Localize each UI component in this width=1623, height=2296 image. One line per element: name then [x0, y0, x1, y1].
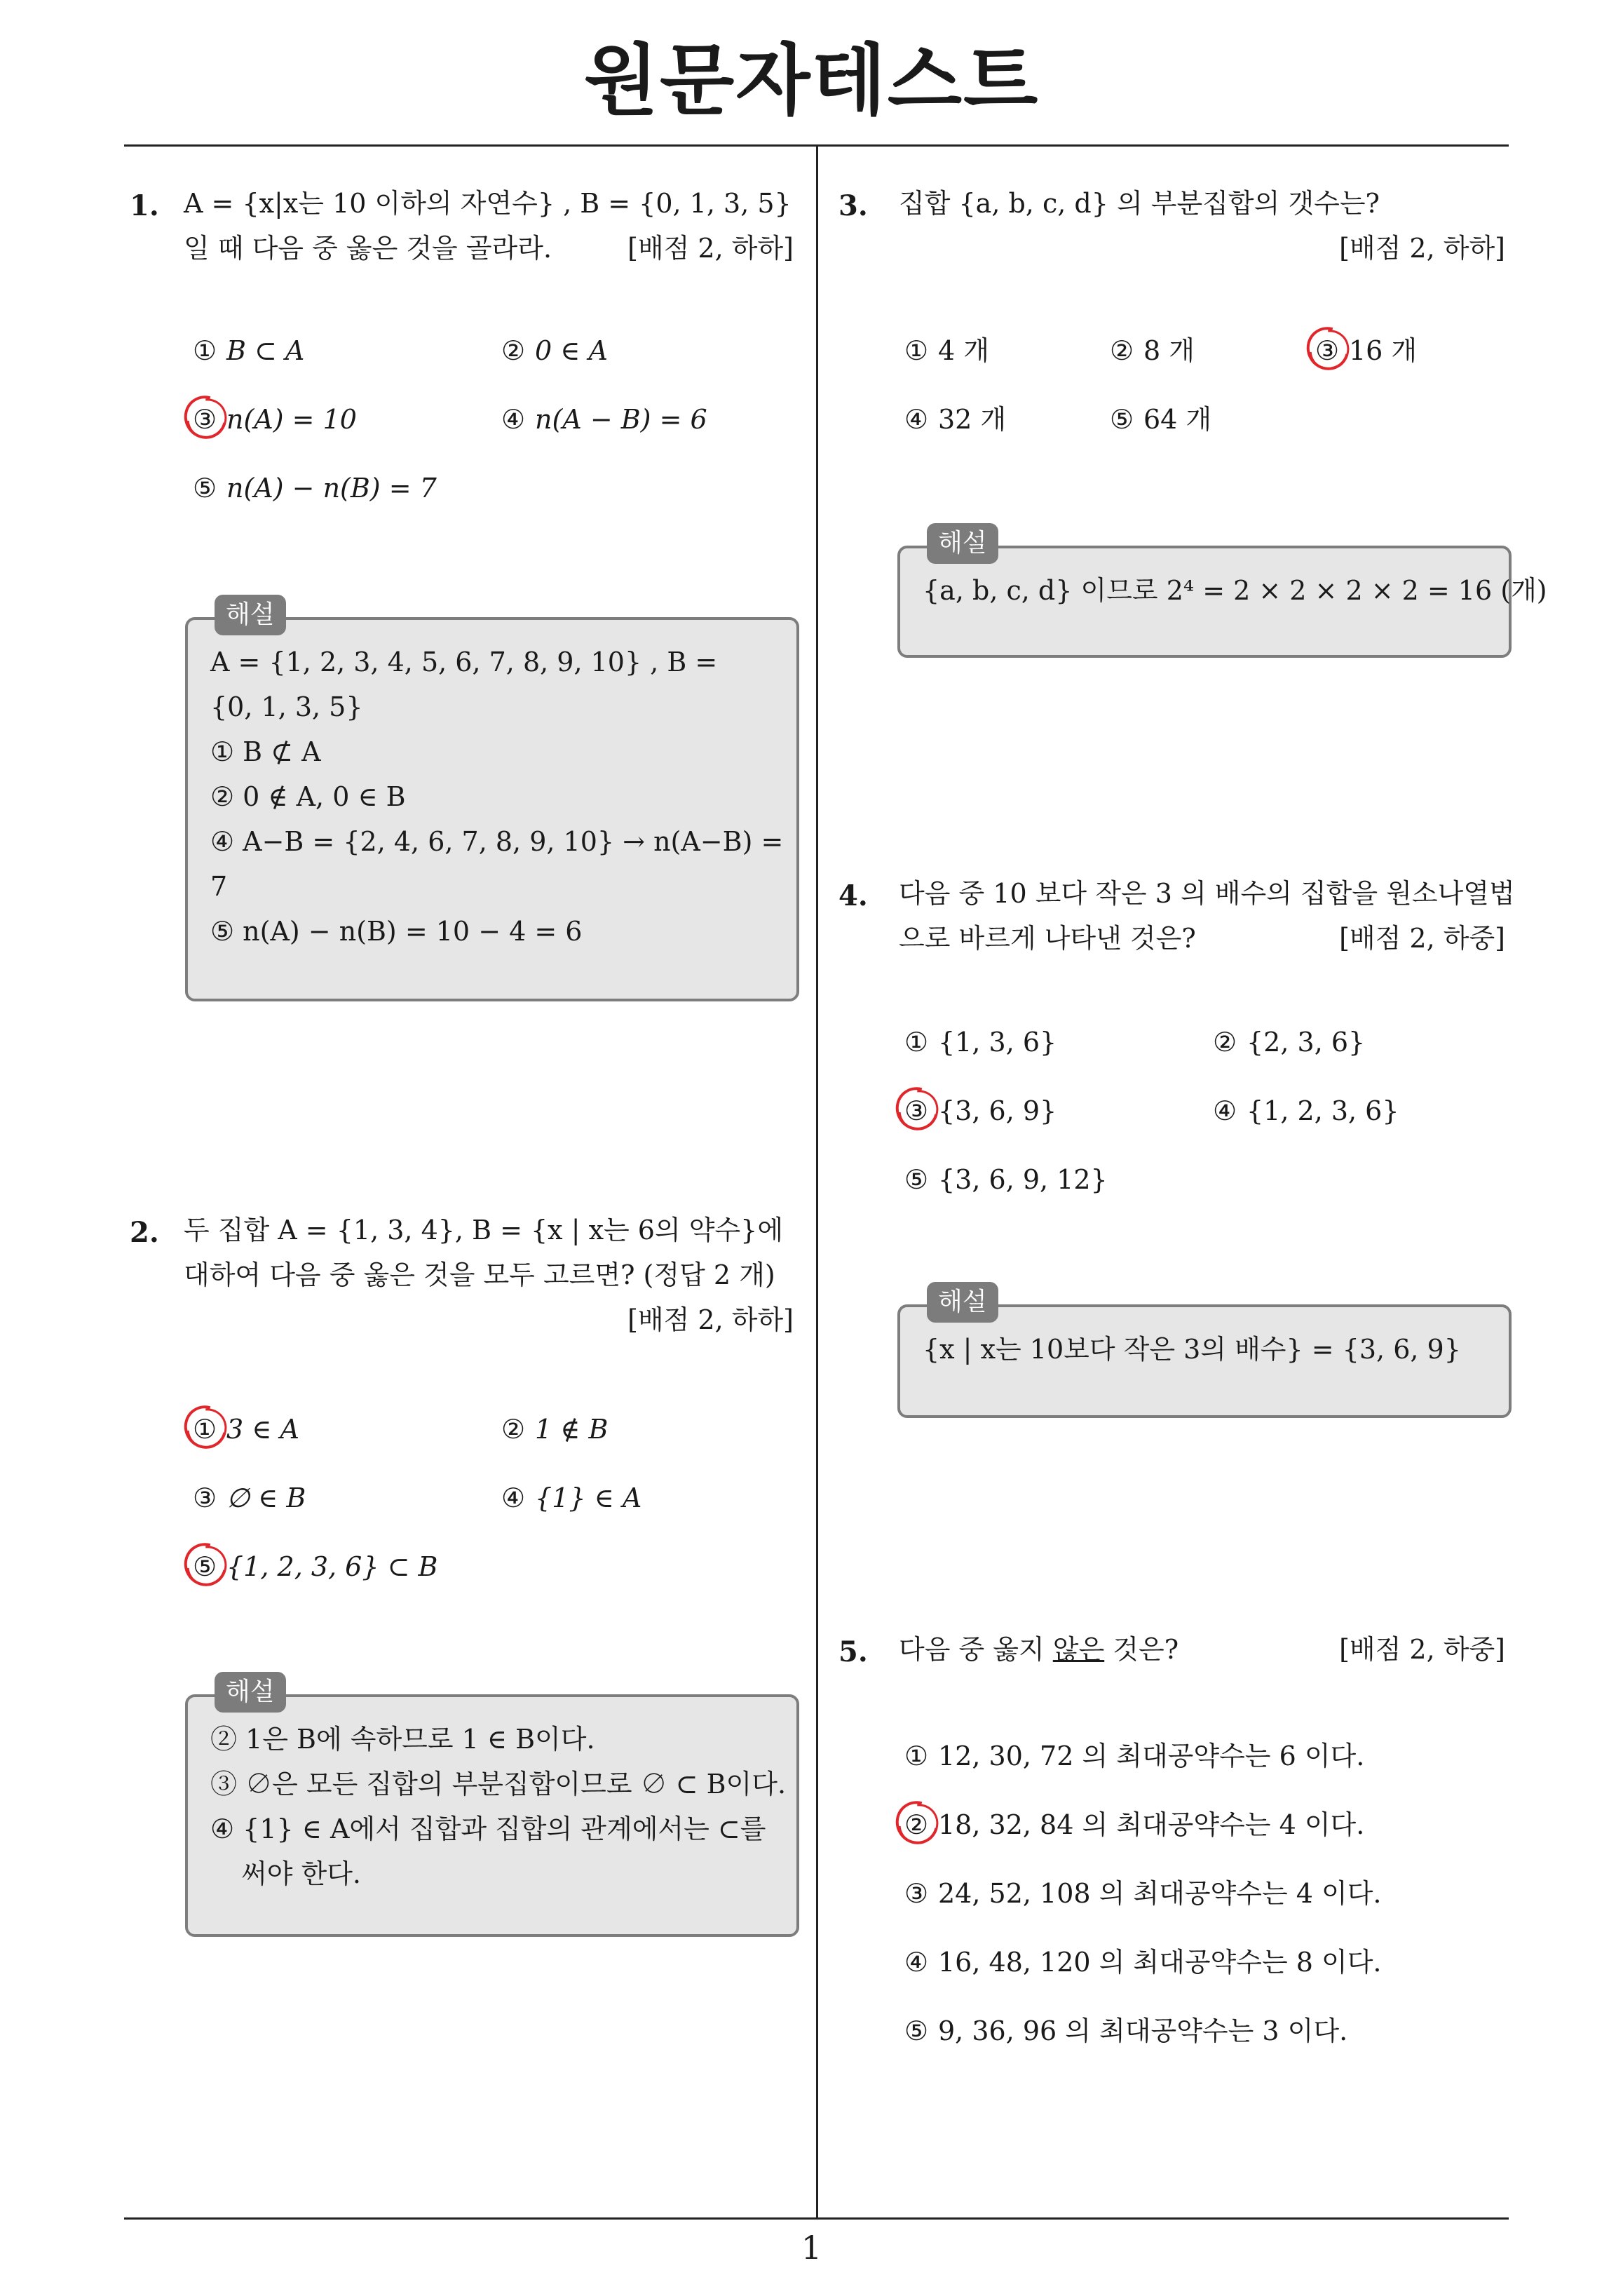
score-label: [배점 2, 하중]: [1339, 1634, 1505, 1665]
option-5[interactable]: ⑤ 64 개: [1110, 401, 1211, 438]
explanation-box: 해설 {x | x는 10보다 작은 3의 배수} = {3, 6, 9}: [897, 1304, 1512, 1418]
explanation-box: 해설 A = {1, 2, 3, 4, 5, 6, 7, 8, 9, 10} , B = {0, 1, 3, 5} ① B ⊄ A ② 0 ∉ A, 0 ∈ B ④ A−B = {2, 4, 6, 7, 8, 9, 10} → n(A−B) = 7 ⑤ n(A) − n(B) = 10 − 4 = 6: [185, 617, 799, 1001]
option-1[interactable]: ① 4 개: [904, 332, 989, 369]
option-number: ⑤: [193, 473, 217, 504]
question-number: 1.: [130, 189, 159, 222]
option-5[interactable]: ⑤ 9, 36, 96 의 최대공약수는 3 이다.: [904, 2013, 1347, 2049]
option-number: ③: [904, 1093, 938, 1129]
option-number: ④: [904, 404, 929, 435]
option-4[interactable]: ④ {1, 2, 3, 6}: [1213, 1093, 1399, 1129]
question-text: 두 집합 A = {1, 3, 4}, B = {x | x는 6의 약수}에 대하여 다음 중 옳은 것을 모두 고르면? (정답 2 개): [184, 1215, 784, 1290]
option-number: ⑤: [1110, 404, 1134, 435]
option-number: ④: [501, 404, 526, 435]
question-text: A = {x|x는 10 이하의 자연수} , B = {0, 1, 3, 5} 일 때 다음 중 옳은 것을 골라라.: [184, 188, 792, 264]
option-4[interactable]: ④ n(A − B) = 6: [501, 401, 707, 438]
option-3[interactable]: ③ {3, 6, 9}: [904, 1093, 1057, 1129]
option-number: ③: [1315, 332, 1349, 369]
column-divider: [816, 146, 818, 2218]
option-number: ①: [904, 1741, 929, 1771]
option-number: ②: [904, 1807, 938, 1843]
option-4[interactable]: ④ 32 개: [904, 401, 1006, 438]
explanation-label: 해설: [927, 523, 998, 564]
option-number: ④: [1213, 1095, 1237, 1126]
option-number: ②: [1110, 335, 1134, 366]
question-text: 다음 중 10 보다 작은 3 의 배수의 집합을 원소나열법 으로 바르게 나타낸 것은?: [899, 878, 1515, 954]
question-number: 4.: [838, 879, 868, 912]
option-4[interactable]: ④ {1} ∈ A: [501, 1480, 641, 1516]
option-number: ③: [904, 1878, 929, 1909]
question-text: 집합 {a, b, c, d} 의 부분집합의 갯수는?: [899, 188, 1380, 219]
question-number: 5.: [838, 1635, 868, 1668]
explanation-box: 해설 {a, b, c, d} 이므로 2⁴ = 2 × 2 × 2 × 2 = 16 (개): [897, 546, 1512, 658]
explanation-box: 해설 ② 1은 B에 속하므로 1 ∈ B이다. ③ ∅은 모든 집합의 부분집합이므로 ∅ ⊂ B이다. ④ {1} ∈ A에서 집합과 집합의 관계에서는 ⊂를 써야 한다.: [185, 1694, 799, 1937]
option-1[interactable]: ① 12, 30, 72 의 최대공약수는 6 이다.: [904, 1738, 1364, 1774]
option-number: ①: [193, 1411, 226, 1447]
option-number: ③: [193, 401, 226, 438]
option-1[interactable]: ① B ⊂ A: [193, 332, 304, 369]
option-2[interactable]: ② 0 ∈ A: [501, 332, 608, 369]
option-3[interactable]: ③ n(A) = 10: [193, 401, 357, 438]
option-5[interactable]: ⑤ {1, 2, 3, 6} ⊂ B: [193, 1548, 437, 1585]
option-number: ⑤: [904, 1164, 929, 1195]
underlined-word: 않은: [1052, 1634, 1105, 1665]
question-number: 2.: [130, 1216, 159, 1249]
question-number: 3.: [838, 189, 868, 222]
explanation-label: 해설: [927, 1282, 998, 1323]
footer-rule: [124, 2217, 1509, 2220]
score-label: [배점 2, 하하]: [1339, 233, 1505, 264]
option-number: ④: [904, 1947, 929, 1978]
option-1[interactable]: ① 3 ∈ A: [193, 1411, 299, 1447]
page-title: 원문자테스트: [583, 36, 1040, 126]
option-4[interactable]: ④ 16, 48, 120 의 최대공약수는 8 이다.: [904, 1944, 1382, 1980]
explanation-label: 해설: [215, 595, 286, 635]
option-number: ②: [501, 1414, 526, 1445]
option-number: ①: [904, 335, 929, 366]
option-2[interactable]: ② 18, 32, 84 의 최대공약수는 4 이다.: [904, 1807, 1364, 1843]
option-number: ④: [501, 1483, 526, 1513]
option-5[interactable]: ⑤ {3, 6, 9, 12}: [904, 1161, 1108, 1198]
option-number: ①: [904, 1027, 929, 1058]
option-2[interactable]: ② 8 개: [1110, 332, 1195, 369]
score-label: [배점 2, 하하]: [627, 1304, 794, 1335]
option-3[interactable]: ③ ∅ ∈ B: [193, 1480, 306, 1516]
option-number: ②: [501, 335, 526, 366]
option-1[interactable]: ① {1, 3, 6}: [904, 1024, 1057, 1060]
explanation-label: 해설: [215, 1672, 286, 1713]
option-number: ②: [1213, 1027, 1237, 1058]
option-2[interactable]: ② {2, 3, 6}: [1213, 1024, 1365, 1060]
option-3[interactable]: ③ 16 개: [1315, 332, 1417, 369]
option-number: ①: [193, 335, 217, 366]
score-label: [배점 2, 하중]: [1339, 923, 1505, 954]
option-number: ③: [193, 1483, 217, 1513]
page-number: 1: [801, 2229, 822, 2267]
option-2[interactable]: ② 1 ∉ B: [501, 1411, 608, 1447]
option-number: ⑤: [904, 2015, 929, 2046]
question-text: 다음 중 옳지 않은 것은?: [899, 1634, 1179, 1665]
option-3[interactable]: ③ 24, 52, 108 의 최대공약수는 4 이다.: [904, 1875, 1382, 1912]
option-number: ⑤: [193, 1548, 226, 1585]
score-label: [배점 2, 하하]: [627, 233, 794, 264]
option-5[interactable]: ⑤ n(A) − n(B) = 7: [193, 470, 437, 506]
